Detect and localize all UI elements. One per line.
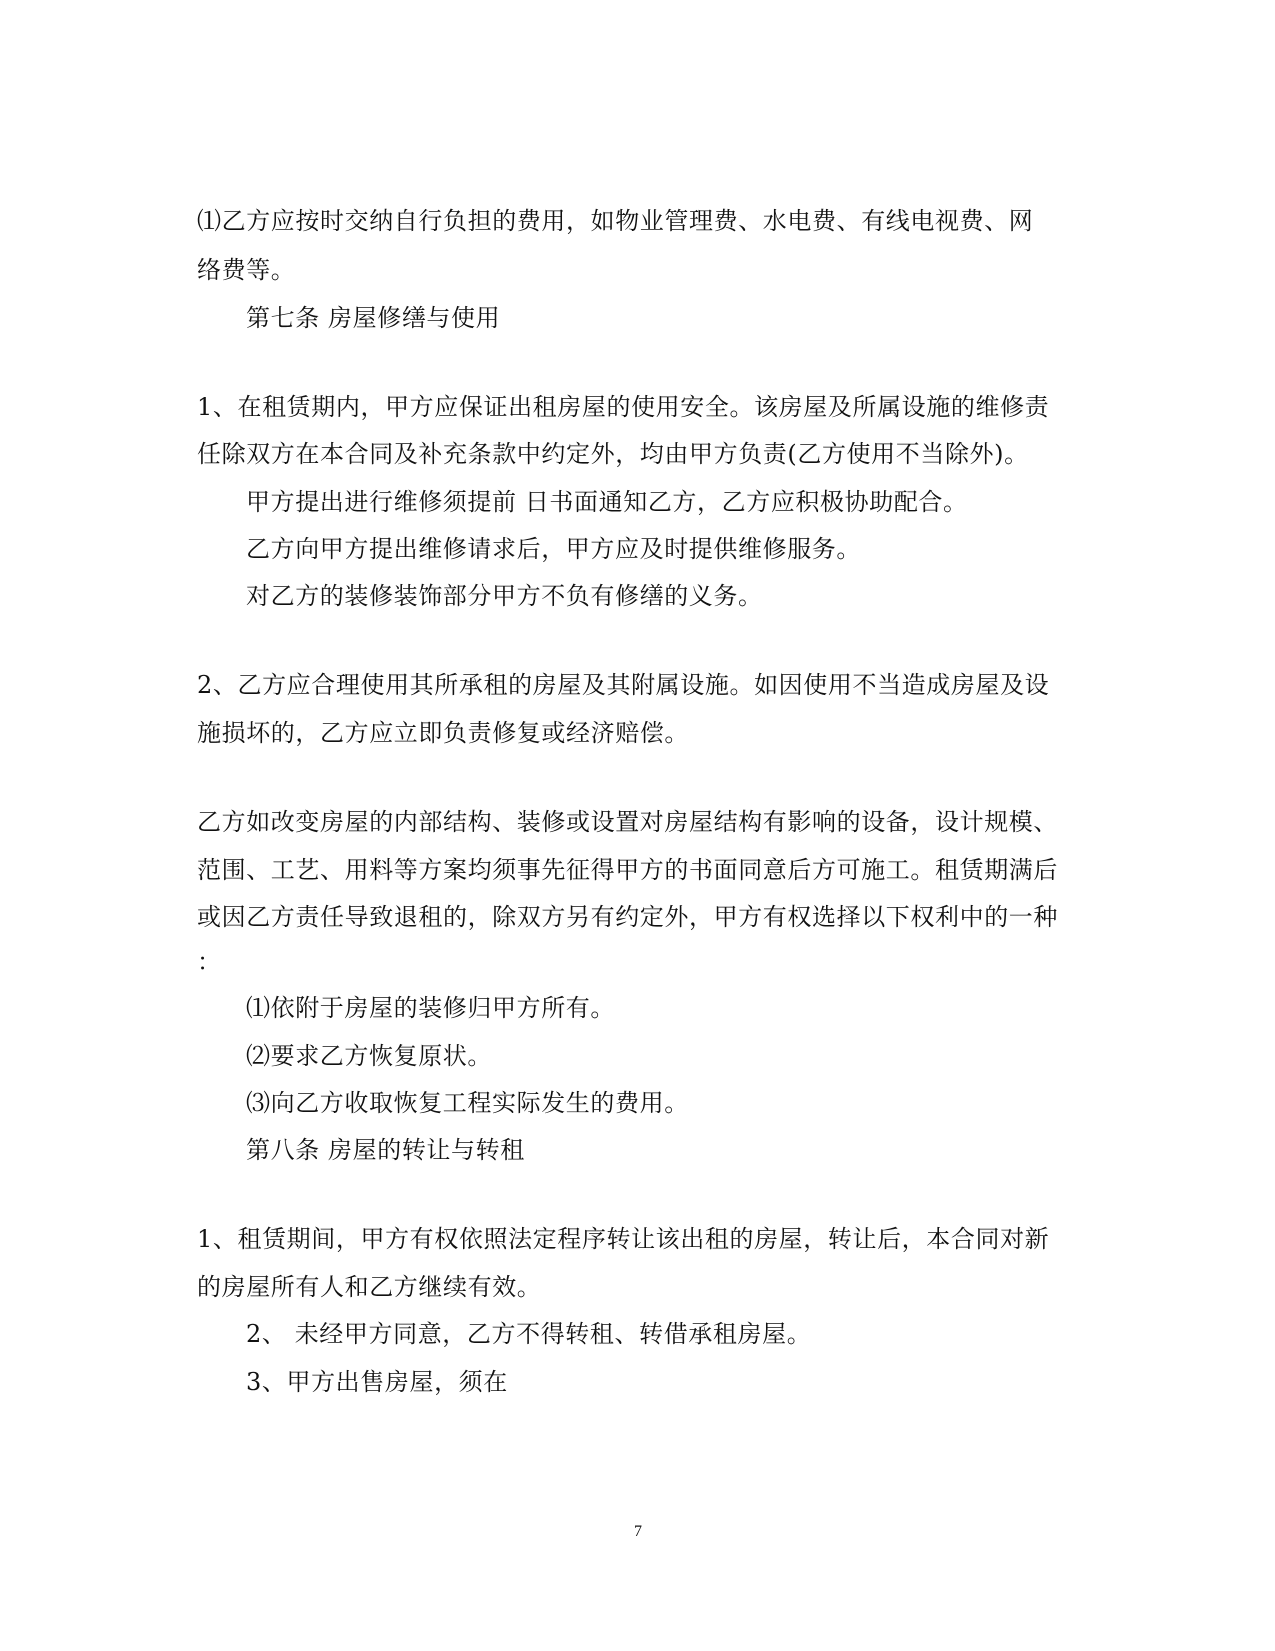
text-line-12: 范围、工艺、用料等方案均须事先征得甲方的书面同意后方可施工。租赁期满后 (197, 856, 1058, 884)
text-line-11: 乙方如改变房屋的内部结构、装修或设置对房屋结构有影响的设备，设计规模、 (197, 808, 1058, 836)
text-line-2: 络费等。 (197, 256, 296, 284)
text-line-19: 1、租赁期间，甲方有权依照法定程序转让该出租的房屋，转让后，本合同对新 (197, 1225, 1050, 1253)
text-line-6: 甲方提出进行维修须提前 日书面通知乙方，乙方应积极协助配合。 (246, 488, 968, 516)
text-line-9: 2、乙方应合理使用其所承租的房屋及其附属设施。如因使用不当造成房屋及设 (197, 671, 1050, 699)
text-line-17: ⑶向乙方收取恢复工程实际发生的费用。 (246, 1089, 689, 1117)
text-line-22: 3、甲方出售房屋，须在 (246, 1368, 508, 1396)
text-line-10: 施损坏的，乙方应立即负责修复或经济赔偿。 (197, 719, 689, 747)
text-line-15: ⑴依附于房屋的装修归甲方所有。 (246, 994, 615, 1022)
text-line-16: ⑵要求乙方恢复原状。 (246, 1042, 492, 1070)
section-heading-7: 第七条 房屋修缮与使用 (246, 304, 501, 332)
text-line-7: 乙方向甲方提出维修请求后，甲方应及时提供维修服务。 (246, 535, 861, 563)
text-line-14: ： (197, 948, 222, 976)
section-heading-8: 第八条 房屋的转让与转租 (246, 1136, 525, 1164)
text-line-1: ⑴乙方应按时交纳自行负担的费用，如物业管理费、水电费、有线电视费、网 (197, 207, 1034, 235)
text-line-13: 或因乙方责任导致退租的，除双方另有约定外，甲方有权选择以下权利中的一种 (197, 903, 1058, 931)
text-line-21: 2、 未经甲方同意，乙方不得转租、转借承租房屋。 (246, 1320, 812, 1348)
text-line-4: 1、在租赁期内，甲方应保证出租房屋的使用安全。该房屋及所属设施的维修责 (197, 393, 1050, 421)
text-line-5: 任除双方在本合同及补充条款中约定外，均由甲方负责(乙方使用不当除外)。 (197, 440, 1029, 468)
text-line-8: 对乙方的装修装饰部分甲方不负有修缮的义务。 (246, 582, 763, 610)
text-line-20: 的房屋所有人和乙方继续有效。 (197, 1273, 542, 1301)
page-number: 7 (634, 1523, 642, 1540)
